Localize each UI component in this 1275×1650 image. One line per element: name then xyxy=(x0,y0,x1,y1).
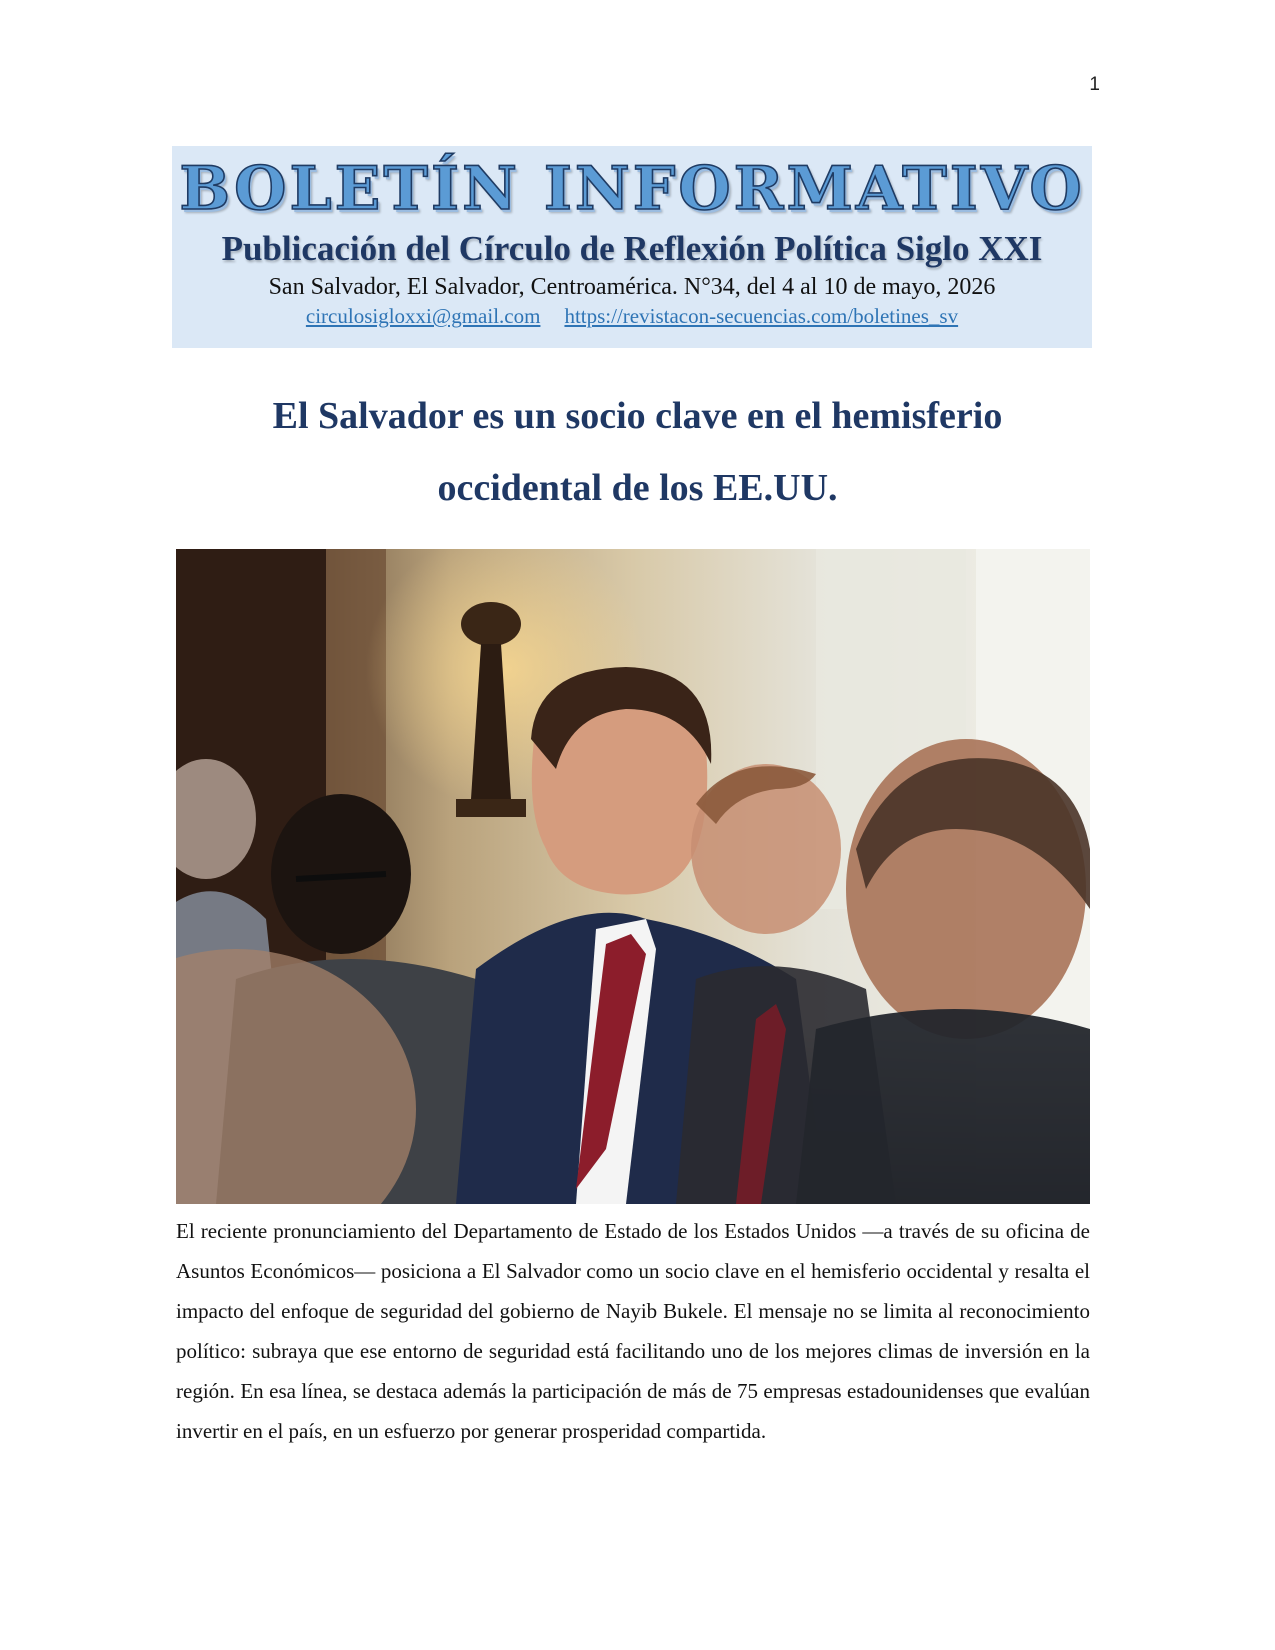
headline-line-2: occidental de los EE.UU. xyxy=(437,467,838,509)
article-photo xyxy=(176,549,1090,1204)
page-number: 1 xyxy=(1089,74,1100,95)
masthead-links xyxy=(172,302,1092,330)
email-link[interactable]: circulosigloxxi@gmail.com xyxy=(305,304,541,328)
masthead xyxy=(172,146,1092,348)
article-headline xyxy=(150,380,1125,524)
headline-line-1: El Salvador es un socio clave en el hemisferio xyxy=(272,395,1003,437)
article-body: El reciente pronunciamiento del Departamento de Estado de los Estados Unidos —a través de su oficina de Asuntos Económicos— posiciona a El Salvador como un socio clave en el hemisferio occidental y resalta el impacto del enfoque de seguridad del gobierno de Nayib Bukele. El mensaje no se limita al reconocimiento político: subraya que ese entorno de seguridad está facilitando uno de los mejores climas de inversión en la región. En esa línea, se destaca además la participación de más de 75 empresas estadounidenses que evalúan invertir en el país, en un esfuerzo por generar prosperidad compartida. xyxy=(176,1219,1090,1443)
website-link[interactable]: https://revistacon-secuencias.com/boletines_sv xyxy=(564,304,959,328)
masthead-edition: San Salvador, El Salvador, Centroamérica. N°34, del 4 al 10 de mayo, 2026 xyxy=(268,274,996,300)
photo-illustration xyxy=(176,549,1090,1204)
masthead-title: BOLETÍN INFORMATIVO xyxy=(179,154,1085,224)
masthead-subtitle: Publicación del Círculo de Reflexión Política Siglo XXI xyxy=(221,229,1043,268)
